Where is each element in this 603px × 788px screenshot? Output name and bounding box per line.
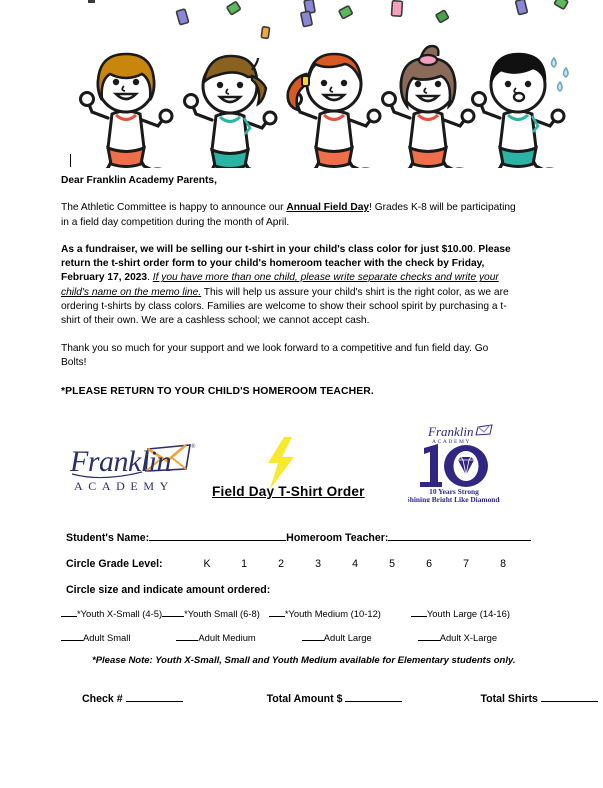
svg-text:10 Years Strong: 10 Years Strong — [429, 487, 479, 496]
grade-option-k[interactable]: K — [203, 558, 211, 570]
svg-text:ACADEMY: ACADEMY — [74, 479, 174, 493]
svg-text:Shining Bright Like Diamonds: Shining Bright Like Diamonds — [408, 495, 500, 502]
adult-medium-qty-input[interactable] — [176, 631, 198, 641]
youth-small-qty-input[interactable] — [162, 607, 184, 617]
adult-xlarge-qty-input[interactable] — [418, 631, 440, 641]
youth-large-label[interactable]: Youth Large (14-16) — [426, 608, 510, 619]
youth-medium-qty-input[interactable] — [269, 607, 285, 617]
size-availability-note: *Please Note: Youth X-Small, Small and Youth Medium available for Elementary students only. — [92, 655, 516, 666]
svg-text:Franklin: Franklin — [70, 445, 171, 478]
svg-text:Franklin: Franklin — [428, 424, 474, 439]
grade-option-3[interactable]: 3 — [315, 558, 322, 570]
grade-options — [189, 558, 522, 570]
grade-option-6[interactable]: 6 — [426, 558, 433, 570]
grade-level-row — [66, 558, 522, 570]
form-title: Field Day T-Shirt Order — [212, 484, 365, 499]
page-top-artifact — [88, 0, 95, 3]
salutation: Dear Franklin Academy Parents, — [61, 175, 217, 186]
grade-option-8[interactable]: 8 — [500, 558, 507, 570]
paragraph-announcement: The Athletic Committee is happy to announce our Annual Field Day! Grades K-8 will be participating in a field day competition during the month of April. — [61, 202, 516, 228]
homeroom-teacher-input[interactable] — [388, 529, 531, 541]
adult-small-qty-input[interactable] — [61, 631, 83, 641]
total-shirts-input[interactable] — [541, 690, 598, 702]
paragraph-thanks: Thank you so much for your support and we look forward to a competitive and fun field day. Go Bolts! — [61, 342, 489, 368]
check-number-input[interactable] — [126, 690, 183, 702]
letter-body — [61, 174, 516, 383]
student-name-input[interactable] — [149, 529, 286, 541]
circle-size-label: Circle size and indicate amount ordered: — [66, 584, 271, 596]
totals-row — [82, 690, 598, 705]
youth-size-row — [61, 607, 541, 619]
grade-option-2[interactable]: 2 — [278, 558, 285, 570]
grade-level-label: Circle Grade Level: — [66, 558, 163, 570]
total-amount-input[interactable] — [345, 690, 402, 702]
grade-option-7[interactable]: 7 — [463, 558, 470, 570]
youth-medium-label[interactable]: *Youth Medium (10-12) — [284, 608, 381, 619]
adult-large-qty-input[interactable] — [302, 631, 324, 641]
paragraph-fundraiser: As a fundraiser, we will be selling our t-shirt in your child's class color for just $10.00. Please return the t-shirt order form to your child's homeroom teacher with the check by Friday, February 17, 2023. If you have more than one child, please write separate checks and write your child's name on the memo line. This will help us assure your child's shirt is the right color, as we are ordering t-shirts by class colors. Families are welcome to show their school spirit by purchasing a t-shirt of their own. We are a cashless school; we cannot accept cash. — [61, 243, 511, 327]
youth-small-label[interactable]: *Youth Small (6-8) — [184, 608, 260, 619]
svg-text:ACADEMY: ACADEMY — [432, 439, 472, 445]
adult-large-label[interactable]: Adult Large — [323, 632, 372, 643]
running-children-illustration — [0, 0, 603, 168]
adult-size-row — [61, 631, 541, 643]
homeroom-teacher-label: Homeroom Teacher: — [286, 532, 389, 544]
total-shirts-label: Total Shirts — [480, 693, 538, 705]
youth-xsmall-qty-input[interactable] — [61, 607, 77, 617]
text-cursor — [70, 154, 71, 167]
return-instruction: *PLEASE RETURN TO YOUR CHILD'S HOMEROOM TEACHER. — [61, 386, 374, 397]
anniversary-logo — [408, 424, 500, 502]
youth-large-qty-input[interactable] — [411, 607, 427, 617]
adult-small-label[interactable]: Adult Small — [83, 632, 131, 643]
lightning-bolt-icon — [264, 437, 298, 489]
youth-xsmall-label[interactable]: *Youth X-Small (4-5) — [77, 608, 163, 619]
grade-option-4[interactable]: 4 — [352, 558, 359, 570]
franklin-academy-logo — [66, 437, 196, 497]
svg-text:®: ® — [191, 444, 196, 450]
check-number-label: Check # — [82, 693, 123, 705]
adult-medium-label[interactable]: Adult Medium — [198, 632, 256, 643]
grade-option-5[interactable]: 5 — [389, 558, 396, 570]
grade-option-1[interactable]: 1 — [241, 558, 248, 570]
adult-xlarge-label[interactable]: Adult X-Large — [439, 632, 498, 643]
total-amount-label: Total Amount $ — [266, 693, 343, 705]
student-info-row — [66, 529, 531, 544]
student-name-label: Student's Name: — [66, 532, 150, 544]
